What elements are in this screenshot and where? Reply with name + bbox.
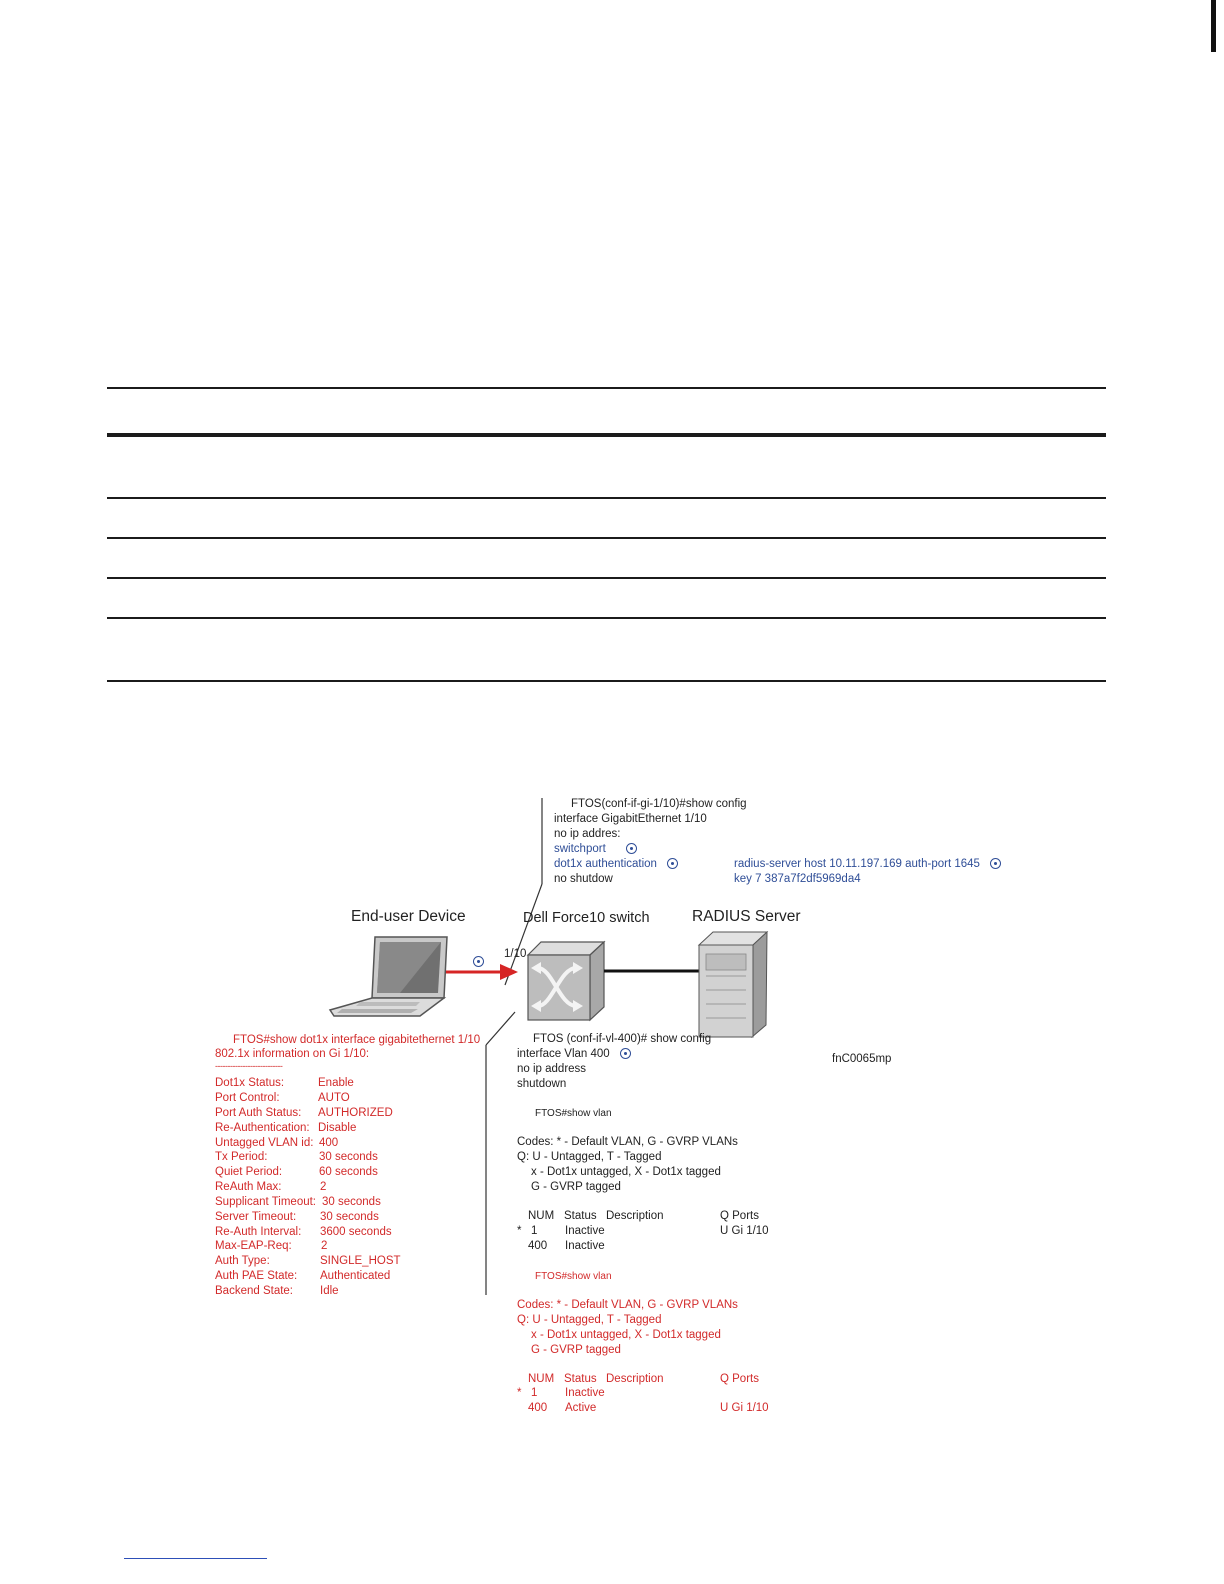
dot1x-value: Authenticated [320, 1270, 391, 1282]
dot1x-value: 30 seconds [320, 1211, 379, 1223]
table-rule [107, 617, 1106, 619]
end-user-heading: End-user Device [351, 908, 466, 925]
figure-id: fnC0065mp [832, 1053, 892, 1065]
dot1x-label: Backend State: [215, 1285, 293, 1297]
step-marker-icon [667, 858, 678, 869]
dot1x-value: Enable [318, 1077, 354, 1089]
dot1x-value: 3600 seconds [320, 1226, 392, 1238]
dot1x-label: Re-Auth Interval: [215, 1226, 302, 1238]
codes-line: Q: U - Untagged, T - Tagged [517, 1314, 662, 1326]
config-line: shutdown [517, 1078, 567, 1090]
vlan-row-num: 400 [528, 1240, 548, 1252]
dot1x-label: Dot1x Status: [215, 1077, 285, 1089]
config-line: key 7 387a7f2df5969da4 [734, 873, 861, 885]
codes-line: x - Dot1x untagged, X - Dot1x tagged [531, 1329, 721, 1341]
vlan-col-qports: Q Ports [720, 1373, 759, 1385]
vlan-col-status: Status [564, 1210, 597, 1222]
vlan-row-default-marker: * [517, 1387, 522, 1399]
config-line [554, 842, 637, 857]
vlan-row-ports: U Gi 1/10 [720, 1402, 769, 1414]
vlan-row-num: 1 [531, 1225, 538, 1237]
table-rule-top [107, 387, 1106, 389]
radius-heading: RADIUS Server [692, 908, 801, 925]
step-marker-icon [620, 1048, 631, 1059]
table-rule [107, 497, 1106, 499]
vlan-row-ports: U Gi 1/10 [720, 1225, 769, 1237]
step-marker-icon [626, 843, 637, 854]
dot1x-label: Auth Type: [215, 1255, 270, 1267]
dot1x-value: Disable [318, 1122, 357, 1134]
vlan-row-status: Inactive [565, 1225, 605, 1237]
vlan-config-leader [486, 1012, 515, 1045]
vlan-col-description: Description [606, 1210, 664, 1222]
dot1x-title: 802.1x information on Gi 1/10: [215, 1048, 370, 1060]
vlan-row-default-marker: * [517, 1225, 522, 1237]
codes-line: x - Dot1x untagged, X - Dot1x tagged [531, 1166, 721, 1178]
vlan-col-status: Status [564, 1373, 597, 1385]
dot1x-label: Tx Period: [215, 1151, 268, 1163]
vlan-config-prompt: FTOS (conf-if-vl-400)# show config [533, 1033, 712, 1045]
vlan-row-status: Inactive [565, 1387, 605, 1399]
port-label: 1/10 [504, 948, 527, 960]
table-rule [107, 577, 1106, 579]
vlan-row-status: Inactive [565, 1240, 605, 1252]
vlan-col-qports: Q Ports [720, 1210, 759, 1222]
laptop-icon [330, 937, 447, 1016]
show-vlan-prompt: FTOS#show vlan [535, 1108, 612, 1119]
dot1x-label: Supplicant Timeout: [215, 1196, 317, 1208]
dot1x-network-figure [0, 780, 1224, 1440]
dot1x-value: AUTHORIZED [318, 1107, 393, 1119]
switch-icon [528, 942, 604, 1020]
config-line [517, 1047, 631, 1062]
dot1x-value: Idle [320, 1285, 339, 1297]
dot1x-label: Untagged VLAN id: [215, 1137, 314, 1149]
dot1x-value: 30 seconds [319, 1151, 378, 1163]
table-rule-bottom [107, 680, 1106, 682]
config-line [734, 857, 1001, 872]
dot1x-label: Server Timeout: [215, 1211, 297, 1223]
vlan-col-description: Description [606, 1373, 664, 1385]
dot1x-value: 30 seconds [322, 1196, 381, 1208]
dot1x-value: 2 [321, 1240, 328, 1252]
codes-line: Codes: * - Default VLAN, G - GVRP VLANs [517, 1299, 738, 1311]
vlan-row-num: 1 [531, 1387, 538, 1399]
vlan-row-status: Active [565, 1402, 597, 1414]
dot1x-separator: --------------------------- [215, 1061, 283, 1071]
config-line [554, 857, 678, 872]
dot1x-label: ReAuth Max: [215, 1181, 282, 1193]
config-line: interface GigabitEthernet 1/10 [554, 813, 707, 825]
step-marker-icon [990, 858, 1001, 869]
config-line-text: radius-server host 10.11.197.169 auth-port 1645 [734, 858, 980, 870]
dot1x-value: 60 seconds [319, 1166, 378, 1178]
table-rule [107, 537, 1106, 539]
dot1x-label: Port Auth Status: [215, 1107, 302, 1119]
dot1x-value: SINGLE_HOST [320, 1255, 401, 1267]
codes-line: G - GVRP tagged [531, 1344, 621, 1356]
codes-line: Q: U - Untagged, T - Tagged [517, 1151, 662, 1163]
show-vlan-prompt: FTOS#show vlan [535, 1271, 612, 1282]
gi-config-prompt: FTOS(conf-if-gi-1/10)#show config [571, 798, 747, 810]
dot1x-value: 400 [319, 1137, 339, 1149]
codes-line: Codes: * - Default VLAN, G - GVRP VLANs [517, 1136, 738, 1148]
codes-line: G - GVRP tagged [531, 1181, 621, 1193]
vlan-row-num: 400 [528, 1402, 548, 1414]
table-rule-header [107, 433, 1106, 437]
config-line: no shutdow [554, 873, 613, 885]
footer-link-underline [124, 1558, 267, 1559]
dot1x-label: Quiet Period: [215, 1166, 283, 1178]
switch-heading: Dell Force10 switch [523, 910, 650, 926]
vlan-col-num: NUM [528, 1373, 555, 1385]
dot1x-value: AUTO [318, 1092, 350, 1104]
page-edge-mark [1211, 0, 1216, 52]
step-marker-icon [473, 956, 484, 967]
config-line: no ip address [517, 1063, 587, 1075]
config-line-text: dot1x authentication [554, 858, 657, 870]
dot1x-label: Port Control: [215, 1092, 280, 1104]
config-line-text: switchport [554, 843, 606, 855]
dot1x-label: Max-EAP-Req: [215, 1240, 292, 1252]
server-icon [699, 932, 767, 1037]
vlan-col-num: NUM [528, 1210, 555, 1222]
dot1x-label: Auth PAE State: [215, 1270, 298, 1282]
dot1x-value: 2 [320, 1181, 327, 1193]
config-line: no ip addres: [554, 828, 621, 840]
dot1x-prompt: FTOS#show dot1x interface gigabitethernet 1/10 [233, 1034, 481, 1046]
config-line-text: interface Vlan 400 [517, 1048, 610, 1060]
dot1x-label: Re-Authentication: [215, 1122, 310, 1134]
